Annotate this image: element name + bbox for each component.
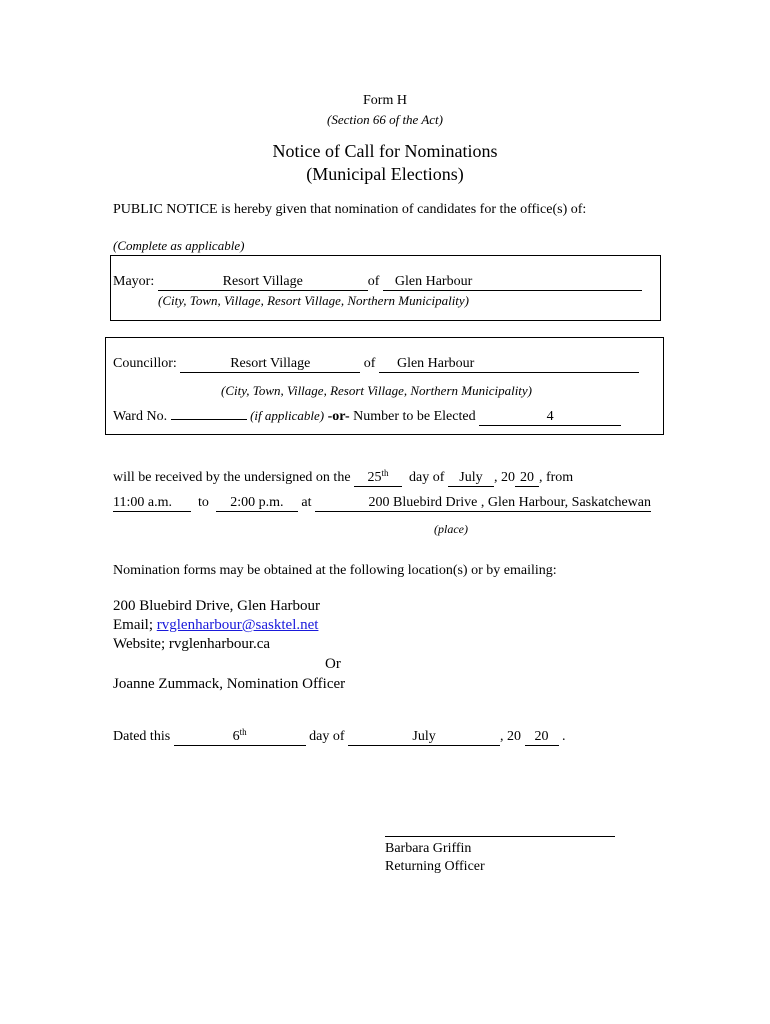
- or-separator: Or: [325, 656, 341, 672]
- page-title: Notice of Call for Nominations: [272, 141, 498, 161]
- mayor-row: [113, 274, 642, 291]
- form-section: (Section 66 of the Act): [326, 112, 443, 127]
- receipt-day: 25: [367, 470, 382, 485]
- receipt-at: at: [301, 495, 312, 510]
- dated-year-field[interactable]: 20: [525, 730, 559, 746]
- ward-label: Ward No.: [113, 409, 168, 424]
- councillor-row: [113, 356, 639, 373]
- place-label: (place): [434, 522, 468, 536]
- dated-label: Dated this: [113, 729, 171, 744]
- dated-day-field[interactable]: [174, 728, 306, 746]
- ward-number-field[interactable]: [171, 419, 247, 420]
- number-elected-label: Number to be Elected: [353, 409, 476, 424]
- dated-day-suffix: th: [239, 727, 247, 737]
- signature-title: Returning Officer: [385, 859, 485, 874]
- signature-line[interactable]: [385, 836, 615, 837]
- nomination-officer: Joanne Zummack, Nomination Officer: [113, 676, 346, 692]
- email-label: Email;: [113, 617, 153, 633]
- page-subtitle: (Municipal Elections): [306, 164, 464, 184]
- place-field[interactable]: 200 Bluebird Drive , Glen Harbour, Saskatchewan: [315, 496, 651, 512]
- mayor-of: of: [367, 274, 380, 289]
- form-name: Form H: [363, 93, 407, 108]
- signature-name: Barbara Griffin: [385, 841, 472, 856]
- public-notice-intro: PUBLIC NOTICE is hereby given that nomination of candidates for the office(s) of:: [113, 202, 587, 217]
- receipt-year-prefix: , 20: [493, 470, 515, 485]
- email-link[interactable]: rvglenharbour@sasktel.net: [156, 617, 319, 633]
- dated-day: 6: [232, 729, 240, 744]
- locations-intro: Nomination forms may be obtained at the following location(s) or by emailing:: [113, 563, 557, 578]
- councillor-municipality-name[interactable]: Glen Harbour: [379, 357, 639, 373]
- receipt-day-field[interactable]: [354, 469, 402, 487]
- email-row: [113, 617, 318, 634]
- mayor-type-hint: (City, Town, Village, Resort Village, Northern Municipality): [158, 293, 470, 308]
- councillor-municipality-type[interactable]: Resort Village: [180, 357, 360, 373]
- dated-period: .: [562, 729, 566, 744]
- receipt-day-suffix: th: [381, 468, 389, 478]
- location-address: 200 Bluebird Drive, Glen Harbour: [113, 598, 321, 614]
- councillor-of: of: [363, 356, 376, 371]
- dated-day-of: day of: [309, 729, 345, 744]
- time-from-field[interactable]: 11:00 a.m.: [113, 496, 191, 512]
- complete-note: (Complete as applicable): [113, 238, 245, 253]
- ward-row: [113, 408, 621, 426]
- mayor-label: Mayor:: [113, 274, 155, 289]
- councillor-type-hint: (City, Town, Village, Resort Village, Northern Municipality): [221, 383, 533, 398]
- dated-row: [113, 728, 566, 746]
- website-line: Website; rvglenharbour.ca: [113, 636, 271, 652]
- receipt-text: will be received by the undersigned on the: [113, 470, 351, 485]
- receipt-line-1: [113, 469, 573, 487]
- or-label: -or-: [327, 409, 350, 424]
- councillor-label: Councillor:: [113, 356, 177, 371]
- receipt-line-2: [113, 495, 651, 512]
- receipt-to: to: [198, 495, 209, 510]
- receipt-month-field[interactable]: July: [448, 471, 494, 487]
- dated-month-field[interactable]: July: [348, 730, 500, 746]
- dated-year-prefix: , 20: [500, 729, 522, 744]
- time-to-field[interactable]: 2:00 p.m.: [216, 496, 298, 512]
- receipt-year-field[interactable]: 20: [515, 471, 539, 487]
- receipt-day-of: day of: [409, 470, 445, 485]
- if-applicable-note: (if applicable): [250, 408, 325, 423]
- mayor-municipality-type[interactable]: Resort Village: [158, 275, 368, 291]
- mayor-municipality-name[interactable]: Glen Harbour: [383, 275, 642, 291]
- number-elected-field[interactable]: 4: [479, 410, 621, 426]
- receipt-from: , from: [538, 470, 574, 485]
